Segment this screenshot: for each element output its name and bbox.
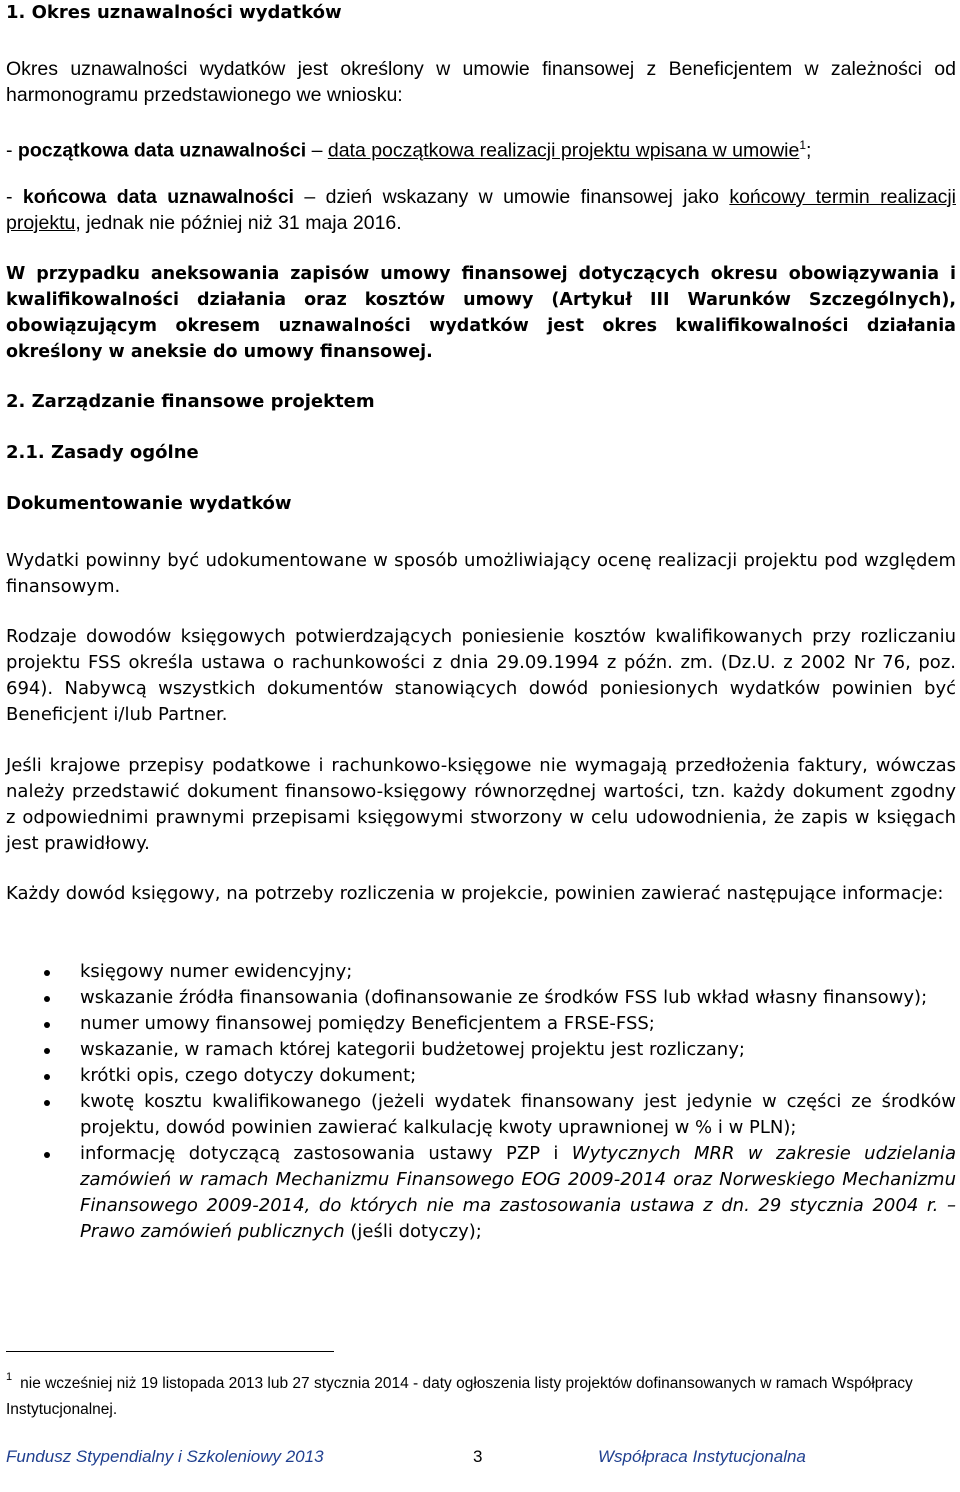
start-date-item xyxy=(6,132,956,164)
bullet-icon xyxy=(44,1074,50,1080)
last-item-text: informację dotyczącą zastosowania ustawy PZP i xyxy=(80,1143,572,1164)
list-item: wskazanie, w ramach której kategorii budżetowej projektu jest rozliczany; xyxy=(6,1037,956,1063)
section-heading-2: 2. Zarządzanie finansowe projektem xyxy=(6,391,375,412)
section-heading-2-1: 2.1. Zasady ogólne xyxy=(6,442,199,463)
last-item-suffix: (jeśli dotyczy); xyxy=(344,1221,482,1242)
bullet-icon xyxy=(44,1022,50,1028)
subheading-documentation: Dokumentowanie wydatków xyxy=(6,493,292,514)
bullet-icon xyxy=(44,1100,50,1106)
footer-right: Współpraca Instytucjonalna xyxy=(598,1447,806,1466)
end-prefix: - xyxy=(6,186,23,208)
start-bold-label: początkowa data uznawalności xyxy=(17,139,307,162)
footer-left: Fundusz Stypendialny i Szkoleniowy 2013 xyxy=(6,1447,324,1466)
start-dash: – xyxy=(306,139,328,162)
footnote xyxy=(6,1364,948,1423)
intro-paragraph: Okres uznawalności wydatków jest określony w umowie finansowej z Beneficjentem w zależności od harmonogramu przedstawionego we wniosku: xyxy=(6,58,956,106)
end-date-item xyxy=(6,184,956,236)
bullet-icon xyxy=(44,1152,50,1158)
requirements-list xyxy=(6,959,956,1245)
list-item: kwotę kosztu kwalifikowanego (jeżeli wydatek finansowany jest jedynie w części ze środków projektu, dowód powinien zawierać kalkulację kwoty uprawnionej w % i w PLN); xyxy=(6,1089,956,1141)
end-text: – dzień wskazany w umowie finansowej jako xyxy=(293,186,730,208)
end-bold-label: końcowa data uznawalności xyxy=(22,186,294,208)
section-heading-1: 1. Okres uznawalności wydatków xyxy=(6,2,342,23)
annex-paragraph: W przypadku aneksowania zapisów umowy finansowej dotyczących okresu obowiązywania i kwalifikowalności działania oraz kosztów umowy (Artykuł III Warunków Szczególnych), obowiązującym okresem uznawalności wydatków jest okres kwalifikowalności działania określony w aneksie do umowy finansowej. xyxy=(6,264,956,362)
start-underlined-text: data początkowa realizacji projektu wpisana w umowie xyxy=(327,139,800,162)
list-item: księgowy numer ewidencyjny; xyxy=(6,959,956,985)
footnote-mark: 1 xyxy=(6,1371,13,1383)
bullet-icon xyxy=(44,970,50,976)
end-underlined-text: końcowy termin realizacji projektu xyxy=(6,186,956,234)
footnote-separator xyxy=(6,1351,334,1352)
bullet-icon xyxy=(44,1048,50,1054)
paragraph-2: Rodzaje dowodów księgowych potwierdzających poniesienie kosztów kwalifikowanych przy rozliczaniu projektu FSS określa ustawa o rachunkowości z dnia 29.09.1994 z późn. zm. (Dz.U. z 2002 Nr 76, poz. 694). Nabywcą wszystkich dokumentów stanowiących dowód poniesionych wydatków powinien być Beneficjent i/lub Partner. xyxy=(6,626,956,725)
last-item-italic: Wytycznych MRR w zakresie udzielania zamówień w ramach Mechanizmu Finansowego EOG 2009-2014 oraz Norweskiego Mechanizmu Finansowego 2009-2014, do których nie ma zastosowania ustawa z dn. 29 stycznia 2004 r. – Prawo zamówień publicznych xyxy=(80,1143,956,1242)
list-item: wskazanie źródła finansowania (dofinansowanie ze środków FSS lub wkład własny finansowy); xyxy=(6,985,956,1011)
paragraph-3: Jeśli krajowe przepisy podatkowe i rachunkowo-księgowe nie wymagają przedłożenia faktury, wówczas należy przedstawić dokument finansowo-księgowy równorzędnej wartości, tzn. każdy dokument zgodny z odpowiednimi prawnymi przepisami księgowymi stworzony w celu udowodnienia, że zapis w księgach jest prawidłowy. xyxy=(6,755,956,854)
list-item xyxy=(6,1141,956,1245)
paragraph-1: Wydatki powinny być udokumentowane w sposób umożliwiający ocenę realizacji projektu pod względem finansowym. xyxy=(6,550,956,597)
paragraph-4: Każdy dowód księgowy, na potrzeby rozliczenia w projekcie, powinien zawierać następujące informacje: xyxy=(6,883,944,904)
list-item: krótki opis, czego dotyczy dokument; xyxy=(6,1063,956,1089)
start-prefix: - xyxy=(6,139,18,162)
end-suffix: , jednak nie później niż 31 maja 2016. xyxy=(75,212,402,234)
page-number: 3 xyxy=(473,1447,483,1466)
bullet-icon xyxy=(44,996,50,1002)
list-item: numer umowy finansowej pomiędzy Beneficjentem a FRSE-FSS; xyxy=(6,1011,956,1037)
footnote-ref-1: 1 xyxy=(799,138,807,152)
start-suffix: ; xyxy=(806,139,812,162)
footnote-text: nie wcześniej niż 19 listopada 2013 lub 27 stycznia 2014 - daty ogłoszenia listy projektów dofinansowanych w ramach Współpracy Instytucjonalnej. xyxy=(6,1375,913,1418)
